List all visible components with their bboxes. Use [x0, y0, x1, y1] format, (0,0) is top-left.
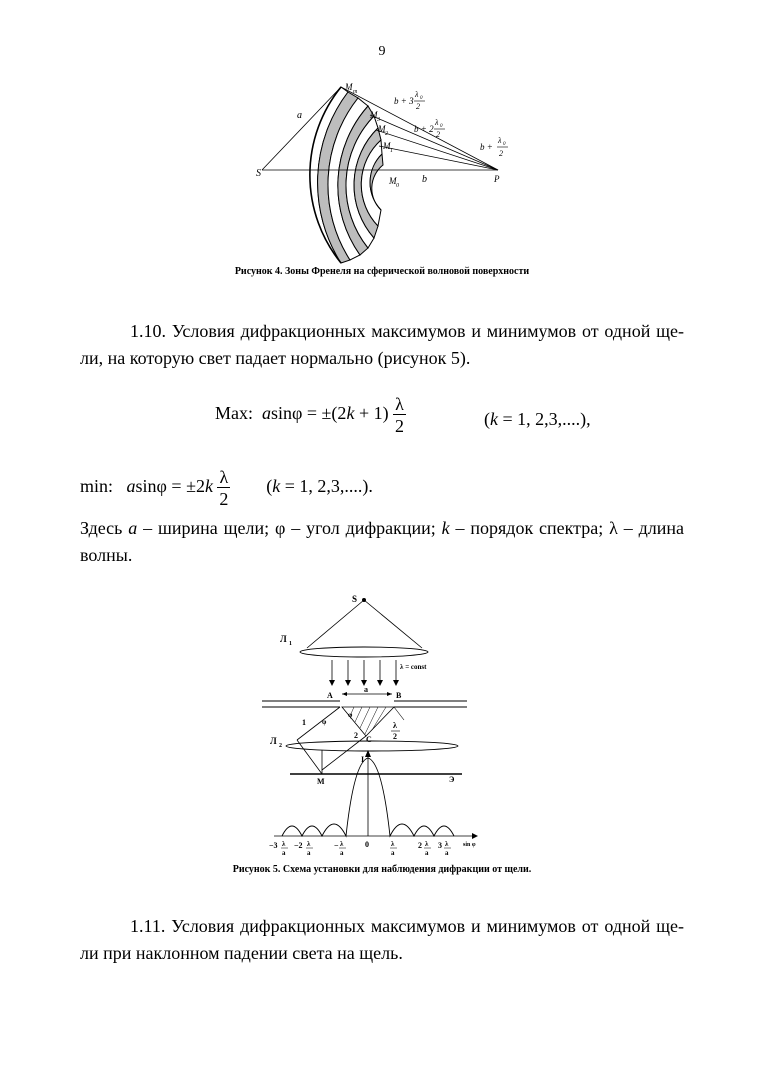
- tick-zero: 0: [365, 840, 369, 849]
- lens-l1: [300, 647, 428, 657]
- lens-l2: [286, 741, 458, 751]
- label-b1: b +: [480, 142, 493, 152]
- label-b3-lambda: λ: [415, 90, 419, 99]
- tick-m3-den: a: [282, 849, 286, 857]
- label-m3: M: [370, 110, 378, 120]
- label-l2: Л: [270, 736, 277, 746]
- label-l2-sub: 2: [279, 743, 282, 749]
- tick-p3-num: λ: [445, 840, 449, 848]
- label-b2: b + 2: [414, 124, 434, 134]
- label-slit-a: a: [364, 685, 368, 694]
- label-m2: M: [378, 124, 386, 134]
- formula-min-cond-open: (: [266, 476, 273, 497]
- label-m0-sub: 0: [396, 183, 399, 189]
- tick-m3-num: λ: [282, 840, 286, 848]
- formula-min-fraction: [217, 468, 230, 508]
- label-ray-2: 2: [354, 731, 358, 740]
- lambda-half-marker: [394, 707, 404, 720]
- figure-5-slit-setup: [262, 590, 502, 865]
- tick-p1-num: λ: [391, 840, 395, 848]
- explanation-a: a: [128, 518, 138, 538]
- formula-min-lambda: λ: [219, 467, 229, 487]
- formula-max-eq: = ±(2: [302, 403, 347, 424]
- label-i: I: [361, 755, 365, 764]
- formula-min-phi: φ: [156, 476, 167, 497]
- formula-max-k: k: [346, 403, 355, 424]
- tick-m1: −: [334, 841, 339, 850]
- explanation-part-1: Здесь: [80, 518, 129, 538]
- tick-m2: −2: [294, 841, 303, 850]
- explanation-part-2: – ширина щели; φ – угол дифракции;: [137, 518, 442, 538]
- tick-m1-den: a: [340, 849, 344, 857]
- label-b2-two: 2: [436, 130, 440, 139]
- label-b: b: [422, 174, 427, 185]
- label-lambda-half-num: λ: [393, 721, 397, 730]
- label-b3: b + 3: [394, 96, 414, 106]
- formula-min-a: a: [126, 476, 136, 497]
- formula-min-sin: sin: [135, 476, 157, 497]
- formula-max-phi: φ: [292, 403, 303, 424]
- formula-min-eq: = ±2: [166, 476, 205, 497]
- tick-p3: 3: [438, 841, 442, 850]
- label-c: C: [366, 735, 372, 744]
- explanation-text: [80, 515, 684, 569]
- label-p: P: [494, 174, 500, 184]
- tick-m3: −3: [269, 841, 278, 850]
- label-a: a: [297, 110, 302, 121]
- label-b1-lambda-sub: 0: [503, 142, 506, 147]
- label-m3-sub: 3: [377, 117, 380, 123]
- label-l1-sub: 1: [289, 641, 292, 647]
- formula-max-cond-rest: = 1, 2,3,....),: [498, 409, 591, 429]
- formula-max-a: a: [262, 403, 271, 424]
- tick-p2-den: a: [425, 849, 429, 857]
- formula-max-lambda: λ: [395, 394, 404, 414]
- label-phi-left: φ: [322, 718, 327, 726]
- tick-p3-den: a: [445, 849, 449, 857]
- formula-max-sin: sin: [271, 403, 293, 424]
- sin-phi-axis-arrow: [472, 833, 478, 839]
- ray-s-left: [307, 600, 364, 648]
- label-b1-lambda: λ: [498, 136, 502, 145]
- tick-m1-num: λ: [340, 840, 344, 848]
- label-b2-lambda: λ: [435, 118, 439, 127]
- label-sin-phi: sin φ: [463, 842, 476, 848]
- formula-max-cond-k: k: [490, 409, 498, 429]
- label-phi-top: φ: [348, 711, 353, 719]
- formula-max-plus: + 1): [354, 403, 389, 424]
- label-ray-1: 1: [302, 718, 306, 727]
- label-b3-two: 2: [416, 102, 420, 111]
- label-m: M: [317, 777, 325, 786]
- label-m1-sub: 1: [390, 148, 393, 154]
- tick-m2-den: a: [307, 849, 311, 857]
- ray-s-right: [364, 600, 422, 648]
- formula-max: [215, 395, 406, 435]
- label-a-point: A: [327, 691, 333, 700]
- label-m1: M: [383, 141, 391, 151]
- label-lambda-const: λ = const: [400, 663, 427, 671]
- label-mm: M: [345, 82, 353, 92]
- tick-p2-num: λ: [425, 840, 429, 848]
- label-s: S: [256, 168, 261, 179]
- formula-max-fraction: [393, 395, 406, 435]
- formula-min-k: k: [204, 476, 213, 497]
- formula-min: [80, 468, 373, 508]
- figure-4-fresnel-zones: [250, 70, 530, 270]
- formula-min-den: 2: [219, 489, 229, 509]
- label-e: Э: [449, 775, 455, 784]
- tick-p1-den: a: [391, 849, 395, 857]
- explanation-k: k: [441, 518, 450, 538]
- label-m2-sub: 2: [385, 131, 388, 137]
- label-b-point: B: [396, 691, 402, 700]
- formula-max-condition: [484, 409, 591, 430]
- label-b2-lambda-sub: 0: [440, 124, 443, 129]
- page-number: 9: [378, 44, 386, 59]
- label-b1-two: 2: [499, 149, 503, 158]
- explanation-part-3: – порядок спектра; λ – длина волны.: [80, 518, 685, 565]
- section-1-11-text: 1.11. Условия дифракционных максимумов и минимумов от одной ще-ли при наклонном падении света на щель.: [80, 916, 684, 963]
- formula-max-den: 2: [394, 416, 404, 436]
- figure-5-caption: Рисунок 5. Схема установки для наблюдения дифракции от щели.: [232, 864, 532, 875]
- label-mm-sub: m: [353, 89, 358, 95]
- tick-m2-num: λ: [307, 840, 311, 848]
- figure-4-caption: Рисунок 4. Зоны Френеля на сферической волновой поверхности: [234, 266, 530, 277]
- tick-p2: 2: [418, 841, 422, 850]
- label-l1: Л: [280, 634, 287, 644]
- formula-min-cond-rest: = 1, 2,3,....).: [280, 476, 373, 497]
- formula-max-label: Max:: [215, 403, 253, 424]
- ray-1-to-m: [297, 740, 322, 774]
- formula-min-cond-k: k: [272, 476, 281, 497]
- label-s: S: [352, 594, 358, 604]
- formula-min-label: min:: [80, 476, 114, 497]
- label-m0: M: [389, 176, 397, 186]
- section-1-10-text: 1.10. Условия дифракционных максимумов и минимумов от одной ще-ли, на которую свет падает нормально (рисунок 5).: [80, 321, 684, 368]
- label-lambda-half-den: 2: [393, 732, 397, 741]
- formula-max-cond-open: (: [484, 409, 490, 429]
- incident-arrows: [332, 660, 396, 683]
- label-b3-lambda-sub: 0: [420, 96, 423, 101]
